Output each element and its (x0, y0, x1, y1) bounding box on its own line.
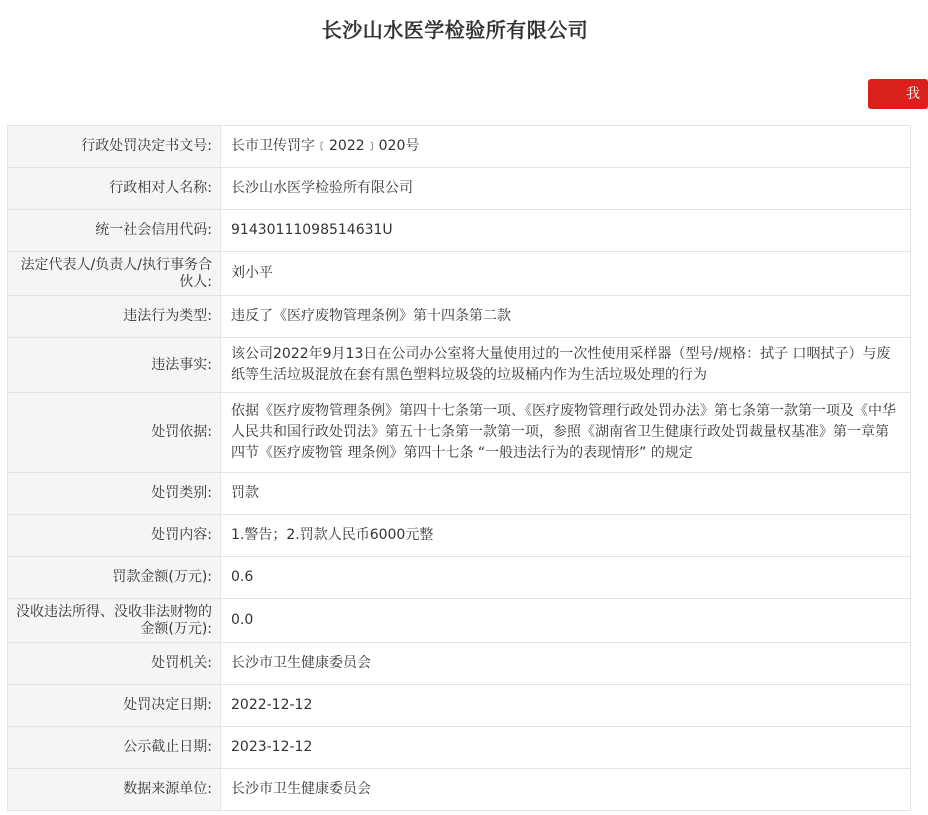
table-row-decision-date (8, 685, 911, 727)
row-label: 处罚类别: (8, 473, 221, 515)
row-label: 行政处罚决定书文号: (8, 126, 221, 168)
row-value: 0.6 (221, 557, 911, 599)
table-row-penalty-authority (8, 643, 911, 685)
row-label: 违法事实: (8, 338, 221, 393)
penalty-info-table (7, 125, 911, 811)
row-label: 法定代表人/负责人/执行事务合伙人: (8, 252, 221, 296)
table-row-confiscation-amount (8, 599, 911, 643)
table-row-violation-type (8, 296, 911, 338)
row-value: 1.警告；2.罚款人民币6000元整 (221, 515, 911, 557)
row-label: 行政相对人名称: (8, 168, 221, 210)
row-label: 处罚决定日期: (8, 685, 221, 727)
row-label: 公示截止日期: (8, 727, 221, 769)
table-row-data-source (8, 769, 911, 811)
row-value: 罚款 (221, 473, 911, 515)
action-button[interactable]: 我 (868, 79, 928, 109)
row-value: 长沙山水医学检验所有限公司 (221, 168, 911, 210)
row-value: 0.0 (221, 599, 911, 643)
row-value: 长沙市卫生健康委员会 (221, 769, 911, 811)
row-label: 统一社会信用代码: (8, 210, 221, 252)
row-value: 2022-12-12 (221, 685, 911, 727)
table-row-publicity-deadline (8, 727, 911, 769)
table-row-penalty-content (8, 515, 911, 557)
row-value: 91430111098514631U (221, 210, 911, 252)
row-label: 数据来源单位: (8, 769, 221, 811)
row-label: 处罚内容: (8, 515, 221, 557)
row-value: 依据《医疗废物管理条例》第四十七条第一项、《医疗废物管理行政处罚办法》第七条第一款第一项及《中华人民共和国行政处罚法》第五十七条第一款第一项，参照《湖南省卫生健康行政处罚裁量权基准》第一章第四节《医疗废物管 理条例》第四十七条 “一般违法行为的表现情形” 的规定 (221, 393, 911, 473)
row-value: 违反了《医疗废物管理条例》第十四条第二款 (221, 296, 911, 338)
row-value: 2023-12-12 (221, 727, 911, 769)
table-row-party-name (8, 168, 911, 210)
row-label: 没收违法所得、没收非法财物的金额(万元): (8, 599, 221, 643)
row-label: 违法行为类型: (8, 296, 221, 338)
table-row-violation-facts (8, 338, 911, 393)
table-row-penalty-category (8, 473, 911, 515)
table-row-credit-code (8, 210, 911, 252)
table-row-decision-number (8, 126, 911, 168)
row-label: 处罚依据: (8, 393, 221, 473)
row-value: 长沙市卫生健康委员会 (221, 643, 911, 685)
table-row-legal-representative (8, 252, 911, 296)
row-label: 罚款金额(万元): (8, 557, 221, 599)
row-value: 长市卫传罚字﹝2022﹞020号 (221, 126, 911, 168)
row-value: 该公司2022年9月13日在公司办公室将大量使用过的一次性使用采样器（型号/规格：拭子 口咽拭子）与废纸等生活垃圾混放在套有黑色塑料垃圾袋的垃圾桶内作为生活垃圾处理的行为 (221, 338, 911, 393)
row-label: 处罚机关: (8, 643, 221, 685)
row-value: 刘小平 (221, 252, 911, 296)
page-title: 长沙山水医学检验所有限公司 (321, 18, 589, 42)
table-row-penalty-basis (8, 393, 911, 473)
table-row-fine-amount (8, 557, 911, 599)
